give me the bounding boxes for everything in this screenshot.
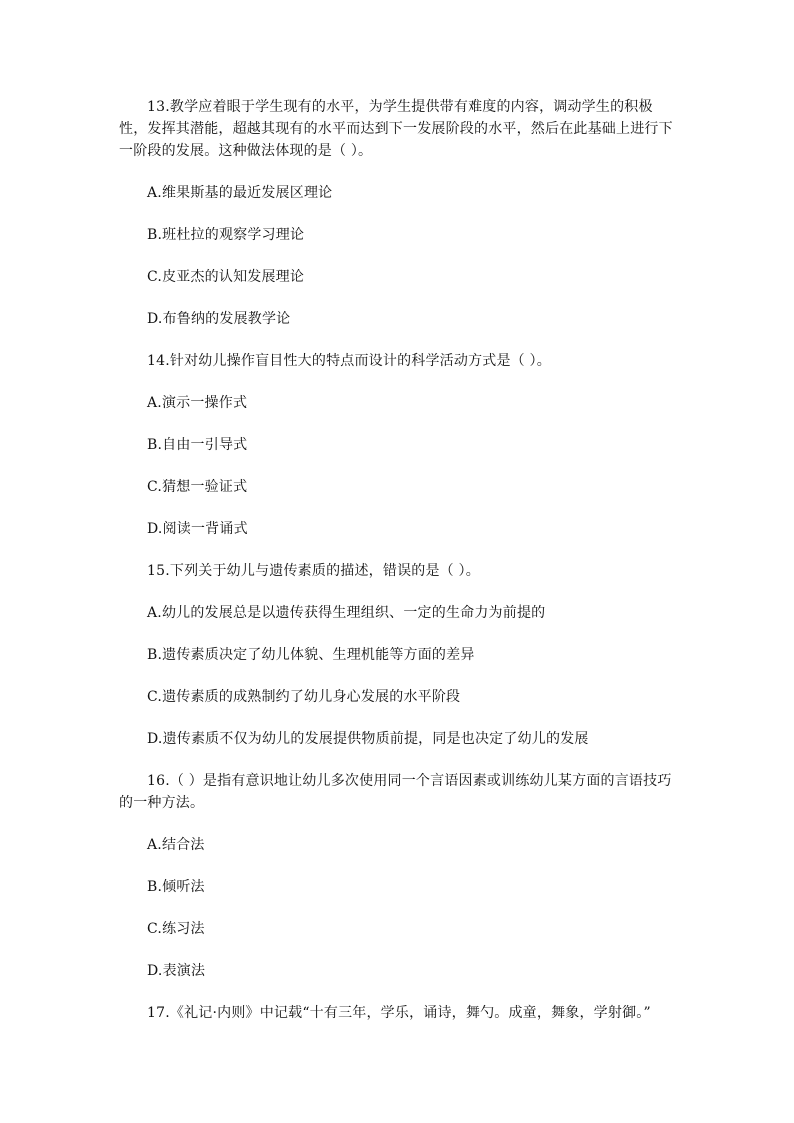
question-14-option-c: C.猜想一验证式 [147,479,248,495]
question-15-option-c: C.遗传素质的成熟制约了幼儿身心发展的水平阶段 [147,689,461,705]
question-16 [119,770,679,982]
question-17 [119,1002,679,1024]
question-13 [119,96,679,330]
question-14-option-b: B.自由一引导式 [147,437,248,453]
question-13-option-a: A.维果斯基的最近发展区理论 [147,185,333,201]
question-16-option-a: A.结合法 [147,837,205,853]
question-14 [119,350,679,540]
question-15-text: 15.下列关于幼儿与遗传素质的描述，错误的是（ ）。 [147,563,480,579]
question-15-option-b: B.遗传素质决定了幼儿体貌、生理机能等方面的差异 [147,647,475,663]
question-list [119,96,679,1044]
question-16-option-b: B.倾听法 [147,879,205,895]
question-14-option-d: D.阅读一背诵式 [147,521,248,537]
question-14-text: 14.针对幼儿操作盲目性大的特点而设计的科学活动方式是（ ）。 [147,353,551,369]
question-16-text: 16.（ ）是指有意识地让幼儿多次使用同一个言语因素或训练幼儿某方面的言语技巧的一种方法。 [119,773,672,811]
question-16-option-d: D.表演法 [147,963,206,979]
question-14-option-a: A.演示一操作式 [147,395,248,411]
question-13-option-b: B.班杜拉的观察学习理论 [147,227,305,243]
question-15-option-a: A.幼儿的发展总是以遗传获得生理组织、一定的生命力为前提的 [147,605,546,621]
question-13-option-d: D.布鲁纳的发展教学论 [147,311,291,327]
question-16-option-c: C.练习法 [147,921,205,937]
question-13-text: 13.教学应着眼于学生现有的水平，为学生提供带有难度的内容，调动学生的积极性，发挥其潜能，超越其现有的水平而达到下一发展阶段的水平，然后在此基础上进行下一阶段的发展。这种做法体现的是（ ）。 [119,99,673,159]
question-15 [119,560,679,750]
question-13-option-c: C.皮亚杰的认知发展理论 [147,269,305,285]
question-17-text: 17.《礼记·内则》中记载“十有三年，学乐，诵诗，舞勺。成童，舞象，学射御。” [147,1005,651,1021]
question-15-option-d: D.遗传素质不仅为幼儿的发展提供物质前提，同是也决定了幼儿的发展 [147,731,589,747]
